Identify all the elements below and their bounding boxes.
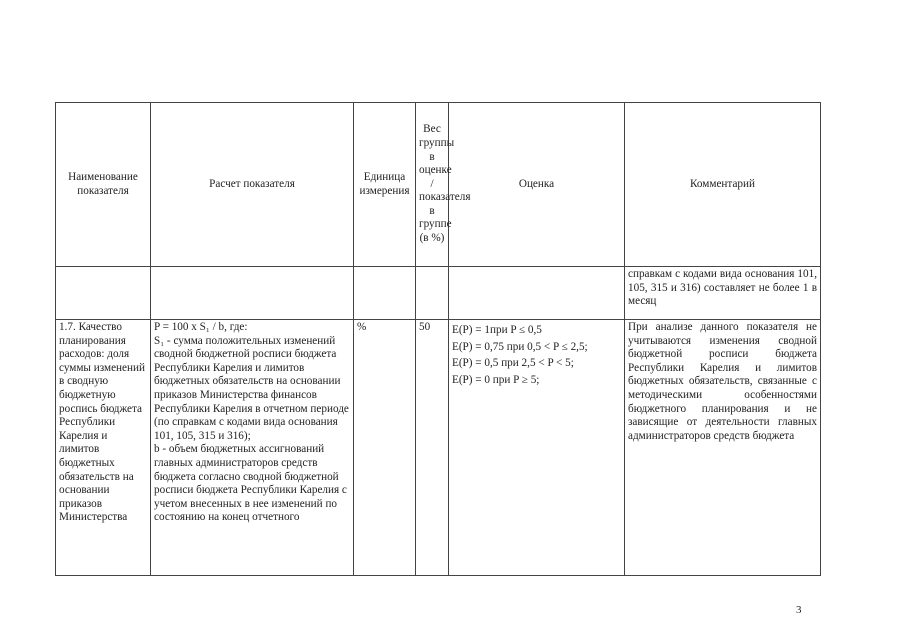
score-line: E(P) = 0,75 при 0,5 < P ≤ 2,5; (452, 340, 588, 353)
header-unit: Единица измерения (354, 103, 416, 267)
row-unit: % (354, 320, 416, 576)
score-line: E(P) = 0,5 при 2,5 < P < 5; (452, 357, 574, 370)
cont-cell-score (449, 267, 625, 320)
header-comment: Комментарий (625, 103, 821, 267)
calc-s1: S₁ - сумма положительных изменений сводной бюджетной росписи бюджета Республики Карелия и лимитов бюджетных обязательств на основании приказов Министерства финансов Республики Карелия в отчетном периоде (по справкам с кодами вида основания 101, 105, 315 и 316); (154, 334, 349, 442)
header-name: Наименование показателя (56, 103, 151, 267)
indicator-table (55, 102, 821, 576)
row-weight: 50 (416, 320, 449, 576)
cont-cell-calc (151, 267, 354, 320)
row-calc (151, 320, 354, 576)
row-score (449, 320, 625, 576)
header-calc: Расчет показателя (151, 103, 354, 267)
cont-cell-name (56, 267, 151, 320)
cont-cell-weight (416, 267, 449, 320)
cont-cell-unit (354, 267, 416, 320)
score-line: E(P) = 1при P ≤ 0,5 (452, 324, 542, 336)
continuation-row (56, 267, 821, 320)
score-line: E(P) = 0 при P ≥ 5; (452, 373, 540, 386)
row-name: 1.7. Качество планирования расходов: доля суммы изменений в сводную бюджетную роспись бюджета Республики Карелия и лимитов бюджетных обязательств на основании приказов Министерства (56, 320, 151, 576)
table-row (56, 320, 821, 576)
calc-b: b - объем бюджетных ассигнований главных администраторов средств бюджета согласно сводной бюджетной росписи бюджета Республики Карелия с учетом внесенных в нее изменений по состоянию на конец отчетного (154, 443, 347, 524)
header-weight: Вес группы в оценке / показателя в группе (в %) (416, 103, 449, 267)
row-comment: При анализе данного показателя не учитываются изменения сводной бюджетной росписи бюджета Республики Карелия и лимитов бюджетных обязательств, связанные с методическими особенностями бюджетного планирования и не зависящие от деятельности главных администраторов средств бюджета (625, 320, 821, 576)
calc-formula: P = 100 x S₁ / b, где: (154, 321, 248, 333)
page-number: 3 (796, 604, 802, 616)
header-score: Оценка (449, 103, 625, 267)
continuation-comment: справкам с кодами вида основания 101, 105, 315 и 316) составляет не более 1 в месяц (625, 267, 821, 320)
table-header-row (56, 103, 821, 267)
